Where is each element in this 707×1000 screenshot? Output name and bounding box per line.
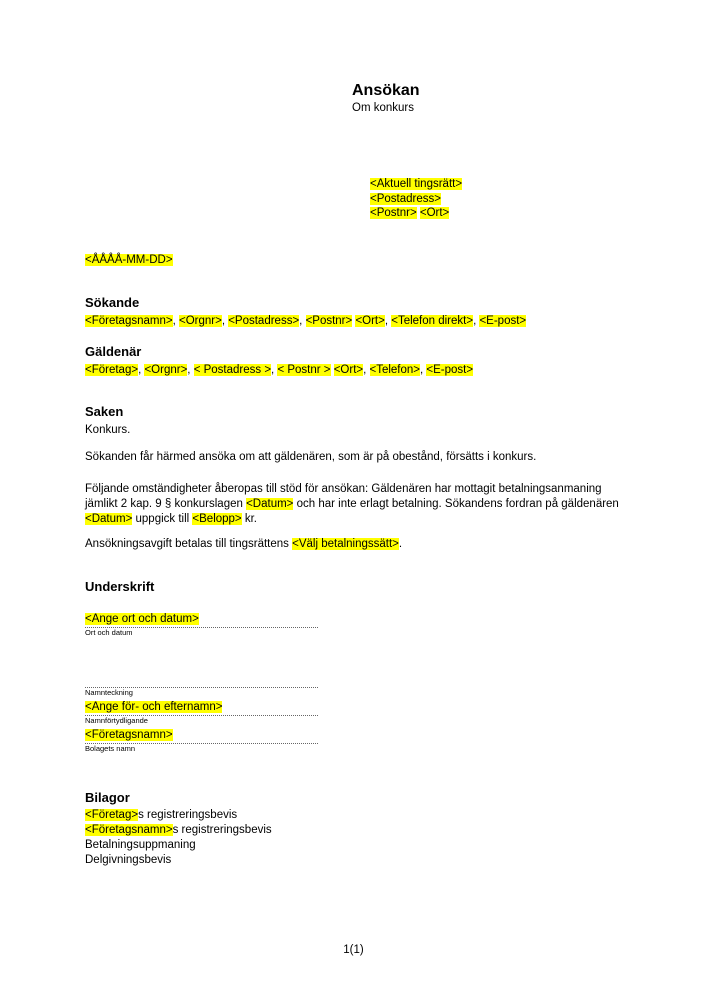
text-segment: s registreringsbevis (138, 808, 238, 821)
placeholder-field[interactable]: < Postadress > (193, 364, 272, 376)
attachment-item (85, 838, 625, 853)
placeholder-field[interactable]: <Datum> (85, 512, 133, 525)
signature-field-label: Bolagets namn (85, 743, 136, 753)
placeholder-field[interactable]: <E-post> (426, 364, 474, 376)
recipient-street-line (370, 192, 625, 207)
date-field (85, 253, 625, 268)
placeholder-field[interactable]: <Ort> (355, 314, 385, 327)
circumstances-paragraph (85, 482, 630, 527)
text-segment: Delgivningsbevis (85, 853, 172, 866)
placeholder-field[interactable]: <Företag> (85, 364, 139, 376)
placeholder-field[interactable]: <ÅÅÅÅ-MM-DD> (85, 253, 173, 266)
document-title: Ansökan (352, 82, 420, 99)
attachment-item (85, 853, 625, 868)
signature-field-signature (85, 687, 318, 698)
attachments-list (85, 808, 625, 868)
placeholder-field[interactable]: <Företagsnamn> (85, 823, 173, 836)
placeholder-field[interactable]: <Datum> (246, 497, 294, 510)
signature-field-name-clarification (85, 700, 318, 726)
placeholder-field[interactable]: <Belopp> (192, 512, 242, 525)
placeholder-field[interactable]: < Postnr > (277, 364, 331, 376)
text-segment: , (271, 364, 278, 376)
placeholder-field[interactable]: <Postadress> (370, 192, 441, 205)
placeholder-field[interactable]: <Orgnr> (178, 314, 222, 327)
text-segment: Betalningsuppmaning (85, 838, 196, 851)
placeholder-field[interactable]: <Aktuell tingsrätt> (370, 178, 463, 190)
placeholder-field[interactable]: <Postnr> (370, 207, 417, 219)
text-segment: . (398, 537, 403, 550)
text-segment: Ansökningsavgift betalas till tingsrättens (85, 537, 293, 550)
text-segment: , (187, 364, 194, 376)
signature-line[interactable] (85, 728, 318, 744)
text-segment: Följande omständigheter åberopas till stöd för ansökan: Gäldenären har mottagit betalningsanmaning jämlikt 2 kap. 9 § konkurslagen (85, 482, 602, 510)
section-heading-underskrift: Underskrift (85, 578, 155, 594)
text-segment: , (384, 314, 392, 327)
placeholder-field[interactable]: <E-post> (479, 314, 527, 327)
placeholder-field[interactable]: <Postadress> (228, 314, 300, 327)
section-heading-sokande: Sökande (85, 294, 140, 310)
placeholder-field[interactable]: <Postnr> (305, 314, 353, 327)
text-segment: s registreringsbevis (172, 823, 272, 836)
placeholder-field[interactable]: <Telefon direkt> (391, 314, 474, 327)
placeholder-field[interactable]: <Orgnr> (144, 364, 188, 376)
text-segment: , (221, 314, 229, 327)
signature-field-place-date (85, 612, 318, 638)
fee-payment-paragraph (85, 537, 630, 552)
debtor-details-line (85, 363, 625, 378)
placeholder-field[interactable]: <Ort> (333, 364, 364, 376)
section-heading-saken: Saken (85, 403, 124, 419)
matter-line: Konkurs. (85, 423, 131, 436)
document-subtitle: Om konkurs (352, 102, 414, 114)
applicant-details-line (85, 314, 625, 329)
text-segment: , (420, 364, 427, 376)
placeholder-field[interactable]: <Välj betalningssätt> (292, 537, 399, 550)
text-segment: kr. (241, 512, 257, 525)
signature-field-label: Namnförtydligande (85, 715, 148, 725)
recipient-address-block (370, 177, 625, 221)
signature-field-company-name (85, 728, 318, 754)
recipient-court-line (370, 177, 625, 192)
recipient-zip-city-line (370, 206, 625, 221)
signature-line[interactable] (85, 612, 318, 628)
application-statement-paragraph: Sökanden får härmed ansöka om att gäldenären, som är på obestånd, försätts i konkurs. (85, 450, 537, 463)
placeholder-field[interactable]: <Ange för- och efternamn> (85, 700, 223, 713)
placeholder-field[interactable]: <Företagsnamn> (85, 314, 173, 327)
signature-field-label: Ort och datum (85, 627, 133, 637)
placeholder-field[interactable]: <Telefon> (369, 364, 421, 376)
page-number: 1(1) (343, 944, 364, 956)
signature-field-label: Namnteckning (85, 687, 133, 697)
placeholder-field[interactable]: <Ort> (419, 207, 450, 219)
text-segment: , (172, 314, 179, 327)
signature-line[interactable] (85, 700, 318, 716)
text-segment: , (138, 364, 145, 376)
attachment-item (85, 823, 625, 838)
section-heading-galdenar: Gäldenär (85, 344, 142, 359)
placeholder-field[interactable]: <Ange ort och datum> (85, 612, 199, 625)
text-segment: , (299, 314, 306, 327)
attachment-item (85, 808, 625, 823)
section-heading-bilagor: Bilagor (85, 789, 130, 805)
placeholder-field[interactable]: <Företagsnamn> (85, 728, 173, 741)
text-segment: och har inte erlagt betalning. Sökandens fordran på gäldenären (293, 497, 619, 510)
placeholder-field[interactable]: <Företag> (85, 808, 139, 821)
text-segment: uppgick till (132, 512, 193, 525)
text-segment: , (473, 314, 480, 327)
text-segment: , (363, 364, 370, 376)
